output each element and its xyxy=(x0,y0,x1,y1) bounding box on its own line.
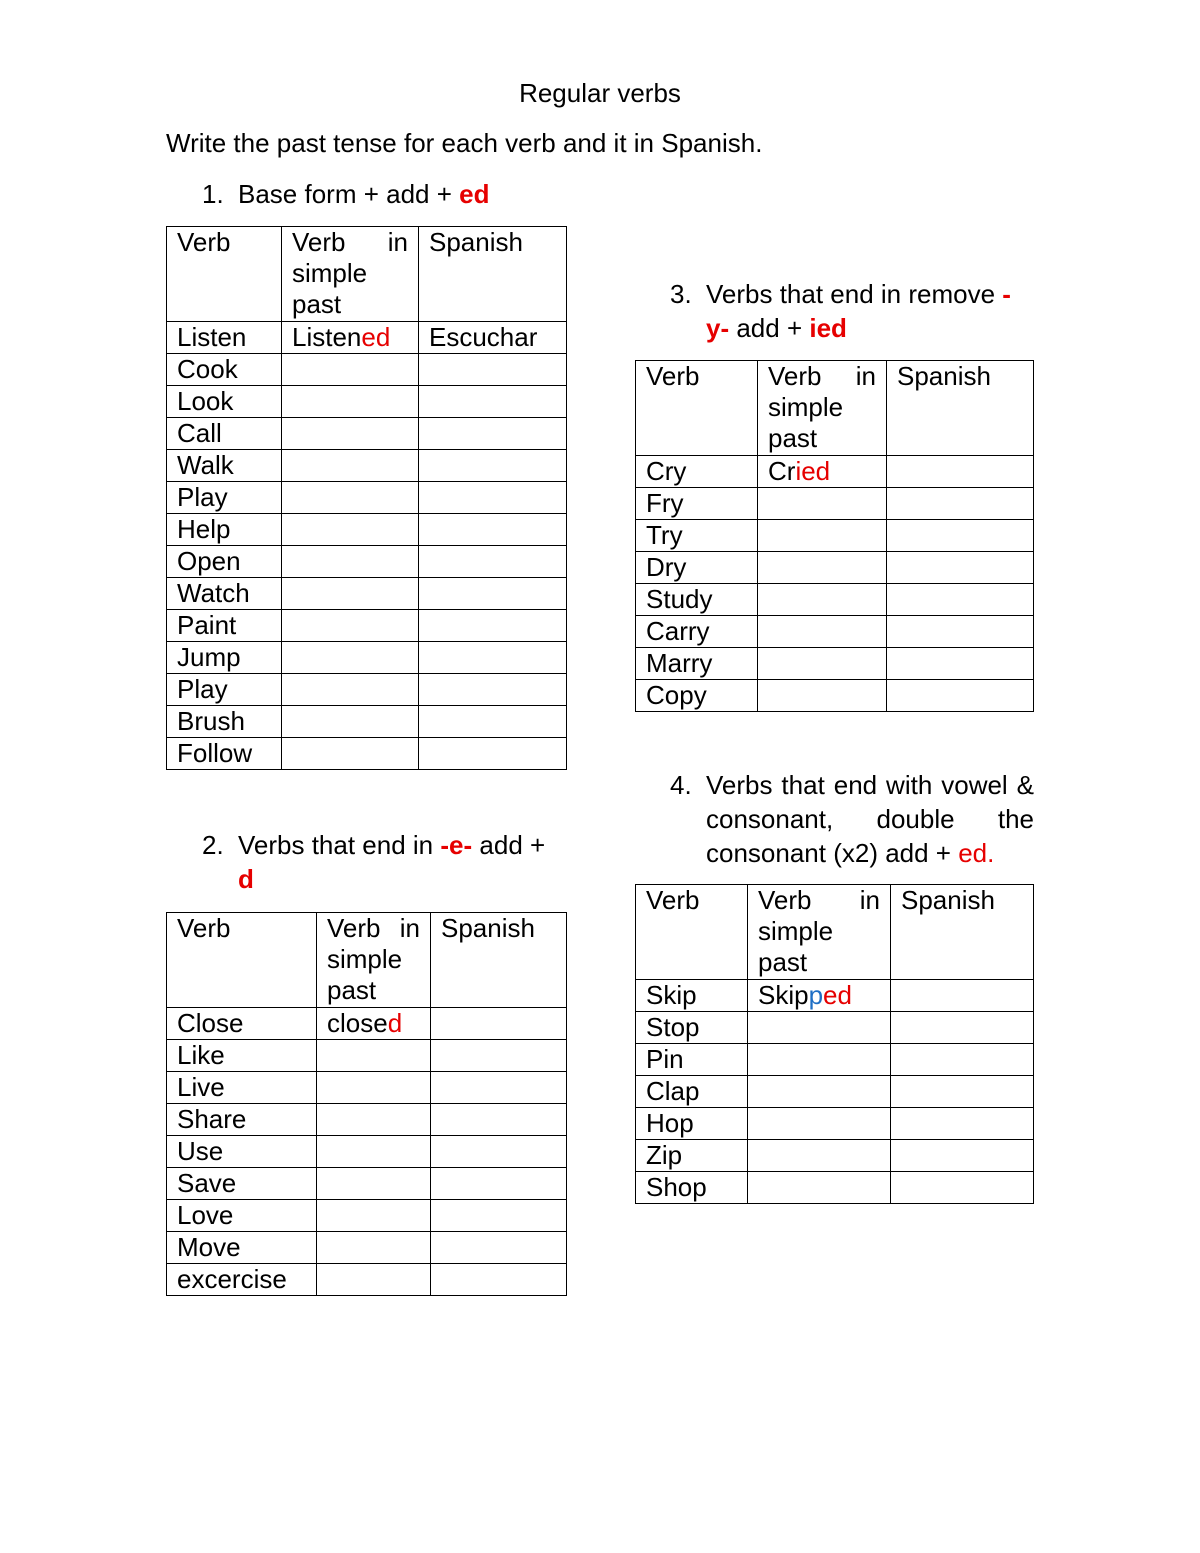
section-text: Base form + add + xyxy=(238,179,460,209)
section-1-heading xyxy=(202,177,582,211)
past-cell[interactable] xyxy=(317,1200,431,1232)
table-double-consonant xyxy=(635,884,1034,1204)
past-cell[interactable] xyxy=(282,610,419,642)
spanish-cell[interactable] xyxy=(419,674,567,706)
past-cell: Cried xyxy=(758,456,887,488)
past-cell[interactable] xyxy=(317,1072,431,1104)
past-cell[interactable] xyxy=(282,578,419,610)
verb-cell: Follow xyxy=(167,738,282,770)
past-cell: Skipped xyxy=(748,980,891,1012)
header-verb: Verb xyxy=(167,227,282,322)
verb-cell: Use xyxy=(167,1136,317,1168)
verb-cell: Copy xyxy=(636,680,758,712)
header-verb: Verb xyxy=(167,913,317,1008)
table-row xyxy=(167,322,567,354)
spanish-cell[interactable] xyxy=(419,450,567,482)
table-row xyxy=(636,1012,1034,1044)
spanish-cell: Escuchar xyxy=(419,322,567,354)
spanish-cell[interactable] xyxy=(431,1136,567,1168)
table-row xyxy=(167,1136,567,1168)
table-row xyxy=(636,456,1034,488)
header-spanish: Spanish xyxy=(419,227,567,322)
spanish-cell[interactable] xyxy=(891,1108,1034,1140)
verb-cell: Watch xyxy=(167,578,282,610)
verb-cell: Cook xyxy=(167,354,282,386)
past-cell[interactable] xyxy=(748,1140,891,1172)
table-row xyxy=(167,1168,567,1200)
instruction-text: Write the past tense for each verb and it in Spanish. xyxy=(166,128,763,158)
verb-cell: Stop xyxy=(636,1012,748,1044)
past-cell[interactable] xyxy=(758,520,887,552)
past-cell[interactable] xyxy=(317,1104,431,1136)
verb-cell: Love xyxy=(167,1200,317,1232)
past-cell[interactable] xyxy=(317,1040,431,1072)
spanish-cell[interactable] xyxy=(419,738,567,770)
table-row xyxy=(167,1232,567,1264)
spanish-cell[interactable] xyxy=(891,1076,1034,1108)
past-cell[interactable] xyxy=(317,1168,431,1200)
spanish-cell[interactable] xyxy=(431,1264,567,1296)
section-text: add + xyxy=(729,313,810,343)
section-text: Verbs that end in remove xyxy=(706,279,1003,309)
verb-cell: Fry xyxy=(636,488,758,520)
verb-cell: Look xyxy=(167,386,282,418)
verb-cell: Play xyxy=(167,482,282,514)
table-row xyxy=(636,520,1034,552)
table-row xyxy=(636,584,1034,616)
spanish-cell[interactable] xyxy=(891,1044,1034,1076)
past-cell[interactable] xyxy=(317,1136,431,1168)
table-row xyxy=(167,674,567,706)
suffix-highlight: ed xyxy=(459,179,490,209)
spanish-cell[interactable] xyxy=(419,386,567,418)
suffix-highlight: d xyxy=(238,864,254,894)
past-cell[interactable] xyxy=(317,1232,431,1264)
table-row xyxy=(636,1140,1034,1172)
past-cell[interactable] xyxy=(282,706,419,738)
table-header-row xyxy=(636,361,1034,456)
verb-cell: Dry xyxy=(636,552,758,584)
section-text: Verbs that end with vowel & consonant, double the consonant (x2) add + xyxy=(706,770,1034,868)
table-row xyxy=(167,1104,567,1136)
verb-cell: Close xyxy=(167,1008,317,1040)
past-cell[interactable] xyxy=(758,680,887,712)
verb-cell: Skip xyxy=(636,980,748,1012)
table-row xyxy=(167,1264,567,1296)
past-cell: Listened xyxy=(282,322,419,354)
table-row xyxy=(167,1072,567,1104)
spanish-cell[interactable] xyxy=(419,482,567,514)
spanish-cell[interactable] xyxy=(887,488,1034,520)
section-2-heading xyxy=(202,828,568,896)
header-verb-past: Verb in simple past xyxy=(282,227,419,322)
table-row xyxy=(167,418,567,450)
table-header-row xyxy=(167,227,567,322)
header-spanish: Spanish xyxy=(431,913,567,1008)
spanish-cell[interactable] xyxy=(891,1172,1034,1204)
verb-cell: Jump xyxy=(167,642,282,674)
marker-dash: - xyxy=(1002,279,1011,309)
past-cell[interactable] xyxy=(282,674,419,706)
past-cell[interactable] xyxy=(758,616,887,648)
past-cell[interactable] xyxy=(748,1108,891,1140)
spanish-cell[interactable] xyxy=(419,706,567,738)
spanish-cell[interactable] xyxy=(419,418,567,450)
verb-cell: Call xyxy=(167,418,282,450)
table-row xyxy=(636,980,1034,1012)
table-row xyxy=(167,1008,567,1040)
verb-cell: Carry xyxy=(636,616,758,648)
verb-cell: Study xyxy=(636,584,758,616)
spanish-cell[interactable] xyxy=(419,642,567,674)
past-cell[interactable] xyxy=(282,450,419,482)
table-row xyxy=(636,552,1034,584)
table-base-form xyxy=(166,226,567,770)
table-row xyxy=(636,616,1034,648)
table-row xyxy=(636,1044,1034,1076)
past-cell[interactable] xyxy=(282,482,419,514)
table-row xyxy=(167,1200,567,1232)
spanish-cell[interactable] xyxy=(887,648,1034,680)
past-cell[interactable] xyxy=(748,1076,891,1108)
table-row xyxy=(167,386,567,418)
marker-dash: - xyxy=(463,830,473,860)
table-row xyxy=(636,488,1034,520)
past-cell[interactable] xyxy=(282,738,419,770)
page-title: Regular verbs xyxy=(519,78,681,108)
marker-e: e xyxy=(449,830,464,860)
spanish-cell[interactable] xyxy=(887,680,1034,712)
table-row xyxy=(167,706,567,738)
section-number: 1. xyxy=(202,179,224,209)
verb-cell: Share xyxy=(167,1104,317,1136)
table-row xyxy=(167,610,567,642)
verb-cell: Zip xyxy=(636,1140,748,1172)
spanish-cell[interactable] xyxy=(891,1140,1034,1172)
section-number: 4. xyxy=(670,770,692,800)
spanish-cell[interactable] xyxy=(419,514,567,546)
table-row xyxy=(167,738,567,770)
past-cell[interactable] xyxy=(748,1044,891,1076)
table-row xyxy=(636,1172,1034,1204)
table-row xyxy=(167,578,567,610)
spanish-cell[interactable] xyxy=(891,980,1034,1012)
past-cell[interactable] xyxy=(282,514,419,546)
header-verb-past: Verb in simple past xyxy=(758,361,887,456)
table-row xyxy=(636,680,1034,712)
spanish-cell[interactable] xyxy=(431,1040,567,1072)
past-cell[interactable] xyxy=(758,584,887,616)
table-row xyxy=(636,648,1034,680)
verb-cell: Move xyxy=(167,1232,317,1264)
header-verb: Verb xyxy=(636,885,748,980)
verb-cell: Live xyxy=(167,1072,317,1104)
verb-cell: Paint xyxy=(167,610,282,642)
marker-y: y- xyxy=(706,313,730,343)
verb-cell: Save xyxy=(167,1168,317,1200)
spanish-cell[interactable] xyxy=(887,456,1034,488)
section-number: 3. xyxy=(670,279,692,309)
past-cell[interactable] xyxy=(282,642,419,674)
spanish-cell[interactable] xyxy=(431,1072,567,1104)
past-cell[interactable] xyxy=(282,386,419,418)
verb-cell: Shop xyxy=(636,1172,748,1204)
table-ends-in-e xyxy=(166,912,567,1296)
verb-cell: Play xyxy=(167,674,282,706)
spanish-cell[interactable] xyxy=(431,1200,567,1232)
spanish-cell[interactable] xyxy=(887,584,1034,616)
verb-cell: Hop xyxy=(636,1108,748,1140)
past-cell[interactable] xyxy=(317,1264,431,1296)
spanish-cell[interactable] xyxy=(419,610,567,642)
spanish-cell[interactable] xyxy=(431,1008,567,1040)
section-text: add + xyxy=(472,830,546,860)
table-ends-in-y xyxy=(635,360,1034,712)
table-row xyxy=(636,1076,1034,1108)
spanish-cell[interactable] xyxy=(419,546,567,578)
past-cell[interactable] xyxy=(758,488,887,520)
past-cell[interactable] xyxy=(748,1012,891,1044)
past-cell[interactable] xyxy=(282,546,419,578)
suffix-highlight: ed. xyxy=(958,838,995,868)
marker-dash: - xyxy=(440,830,450,860)
verb-cell: Cry xyxy=(636,456,758,488)
header-spanish: Spanish xyxy=(891,885,1034,980)
table-header-row xyxy=(636,885,1034,980)
table-row xyxy=(167,642,567,674)
suffix-highlight: ied xyxy=(809,313,847,343)
header-verb-past: Verb in simple past xyxy=(748,885,891,980)
header-verb: Verb xyxy=(636,361,758,456)
verb-cell: Marry xyxy=(636,648,758,680)
spanish-cell[interactable] xyxy=(887,520,1034,552)
past-cell[interactable] xyxy=(758,648,887,680)
past-cell[interactable] xyxy=(282,354,419,386)
section-3-heading xyxy=(670,277,1036,345)
section-4-heading xyxy=(670,768,1034,870)
verb-cell: Brush xyxy=(167,706,282,738)
past-cell[interactable] xyxy=(748,1172,891,1204)
section-number: 2. xyxy=(202,830,224,860)
spanish-cell[interactable] xyxy=(431,1104,567,1136)
verb-cell: Listen xyxy=(167,322,282,354)
table-row xyxy=(167,514,567,546)
verb-cell: Clap xyxy=(636,1076,748,1108)
spanish-cell[interactable] xyxy=(419,578,567,610)
table-row xyxy=(167,1040,567,1072)
verb-cell: Try xyxy=(636,520,758,552)
verb-cell: Help xyxy=(167,514,282,546)
past-cell[interactable] xyxy=(282,418,419,450)
spanish-cell[interactable] xyxy=(887,552,1034,584)
header-verb-past: Verb in simple past xyxy=(317,913,431,1008)
verb-cell: excercise xyxy=(167,1264,317,1296)
past-cell[interactable] xyxy=(758,552,887,584)
past-cell: closed xyxy=(317,1008,431,1040)
section-text: Verbs that end in xyxy=(238,830,441,860)
verb-cell: Open xyxy=(167,546,282,578)
header-spanish: Spanish xyxy=(887,361,1034,456)
table-row xyxy=(167,354,567,386)
spanish-cell[interactable] xyxy=(891,1012,1034,1044)
spanish-cell[interactable] xyxy=(431,1232,567,1264)
verb-cell: Walk xyxy=(167,450,282,482)
table-row xyxy=(167,546,567,578)
spanish-cell[interactable] xyxy=(419,354,567,386)
spanish-cell[interactable] xyxy=(431,1168,567,1200)
spanish-cell[interactable] xyxy=(887,616,1034,648)
table-row xyxy=(167,482,567,514)
table-header-row xyxy=(167,913,567,1008)
table-row xyxy=(167,450,567,482)
verb-cell: Like xyxy=(167,1040,317,1072)
table-row xyxy=(636,1108,1034,1140)
verb-cell: Pin xyxy=(636,1044,748,1076)
